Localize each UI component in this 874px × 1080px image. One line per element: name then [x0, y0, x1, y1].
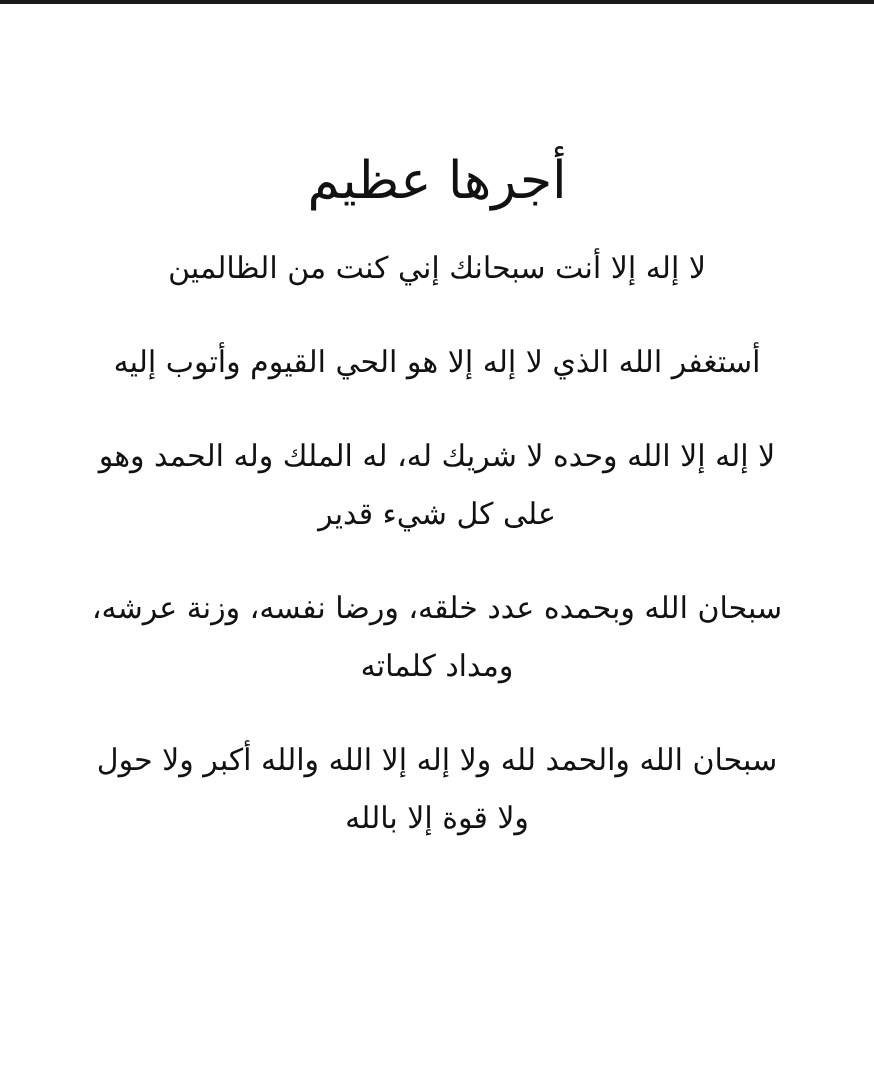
- dhikr-paragraph: سبحان الله والحمد لله ولا إله إلا الله والله أكبر ولا حول ولا قوة إلا بالله: [96, 743, 778, 837]
- top-border: [0, 0, 874, 4]
- dhikr-paragraph: لا إله إلا أنت سبحانك إني كنت من الظالمين: [168, 251, 706, 287]
- dhikr-list: [90, 240, 784, 848]
- document-page: [90, 150, 784, 884]
- page-title: أجرها عظيم: [307, 151, 567, 211]
- dhikr-paragraph: سبحان الله وبحمده عدد خلقه، ورضا نفسه، وزنة عرشه، ومداد كلماته: [91, 591, 783, 685]
- dhikr-paragraph: أستغفر الله الذي لا إله إلا هو الحي القيوم وأتوب إليه: [113, 345, 761, 381]
- dhikr-paragraph: لا إله إلا الله وحده لا شريك له، له الملك وله الحمد وهو على كل شيء قدير: [98, 439, 776, 533]
